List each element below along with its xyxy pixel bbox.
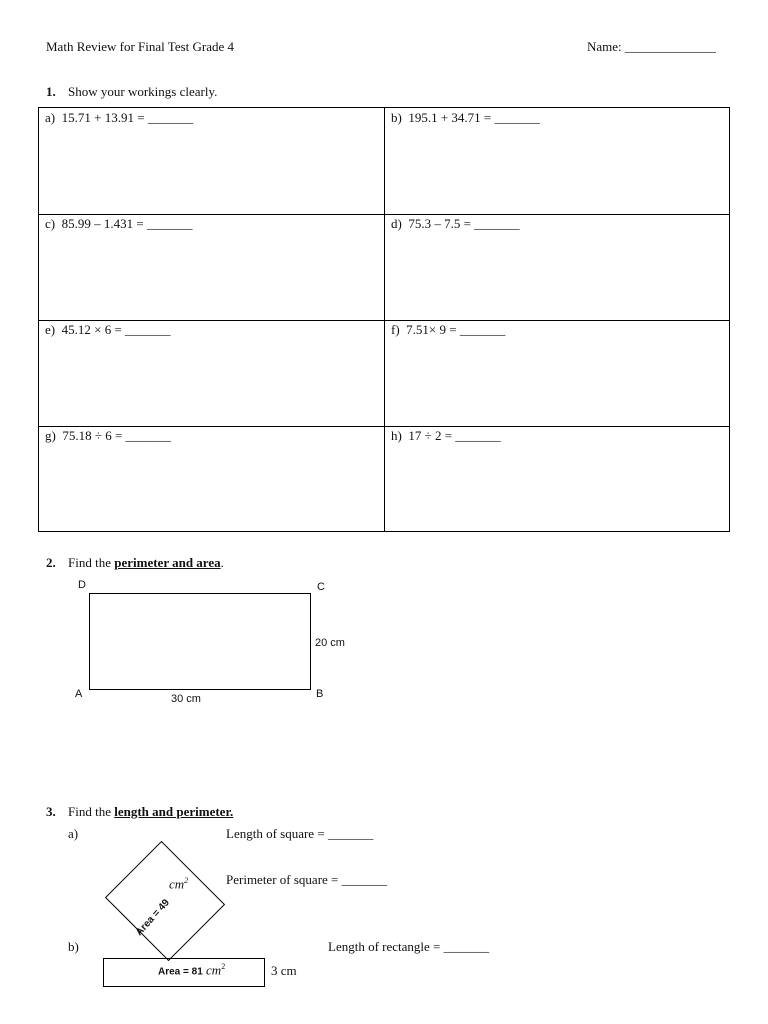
question-3-instruction	[68, 804, 233, 820]
square-area-label: Area = 49	[133, 897, 172, 938]
problem-label: f)	[391, 322, 400, 337]
width-label: 30 cm	[171, 693, 201, 705]
problem-text: 15.71 + 13.91 = _______	[61, 110, 194, 125]
corner-label-d: D	[78, 579, 86, 591]
problem-text: 195.1 + 34.71 = _______	[408, 110, 541, 125]
corner-label-b: B	[316, 688, 324, 700]
height-label: 20 cm	[315, 637, 345, 649]
problem-text: 7.51× 9 = _______	[406, 322, 506, 337]
problem-label: h)	[391, 428, 402, 443]
problem-label: e)	[45, 322, 56, 337]
question-3-number: 3.	[46, 804, 56, 819]
problem-label: a)	[45, 110, 56, 125]
workings-cell-g[interactable]	[39, 426, 384, 532]
instruction-emphasis: length and perimeter.	[114, 804, 234, 819]
problem-a	[45, 110, 193, 126]
problem-label: b)	[391, 110, 402, 125]
unit-exponent: 2	[221, 962, 226, 971]
square-length-question: Length of square = _______	[226, 826, 374, 841]
corner-label-c: C	[317, 581, 325, 593]
rectangle-side-label: 3 cm	[271, 963, 297, 978]
name-field-label: Name: ______________	[587, 39, 716, 54]
workings-cell-c[interactable]	[39, 214, 384, 320]
problem-text: 85.99 – 1.431 = _______	[61, 216, 193, 231]
instruction-prefix: Find the	[68, 804, 115, 819]
problem-b	[391, 110, 540, 126]
problem-label: d)	[391, 216, 402, 231]
problem-f	[391, 322, 505, 338]
instruction-suffix: .	[220, 555, 224, 570]
rectangle-length-question: Length of rectangle = _______	[328, 939, 490, 954]
instruction-prefix: Find the	[68, 555, 115, 570]
problem-label: c)	[45, 216, 56, 231]
workings-cell-b[interactable]	[385, 108, 730, 214]
problem-c	[45, 216, 192, 232]
workings-cell-a[interactable]	[39, 108, 384, 214]
problem-text: 17 ÷ 2 = _______	[408, 428, 501, 443]
square-perimeter-question: Perimeter of square = _______	[226, 872, 388, 887]
workings-grid	[38, 107, 730, 532]
instruction-emphasis: perimeter and area	[114, 555, 221, 570]
unit-text: cm	[169, 876, 185, 892]
question-2-number: 2.	[46, 555, 56, 570]
question-1-number: 1.	[46, 84, 56, 99]
area-text: Area = 81	[158, 966, 203, 978]
page-title: Math Review for Final Test Grade 4	[46, 39, 235, 54]
problem-g	[45, 428, 171, 444]
unit-exponent: 2	[184, 876, 189, 885]
question-2-instruction	[68, 555, 224, 571]
corner-label-a: A	[75, 688, 83, 700]
problem-label: g)	[45, 428, 56, 443]
problem-e	[45, 322, 171, 338]
problem-text: 75.3 – 7.5 = _______	[408, 216, 520, 231]
question-1-instruction: Show your workings clearly.	[68, 84, 218, 99]
problem-h	[391, 428, 501, 444]
problem-d	[391, 216, 520, 232]
unit-text: cm	[206, 962, 222, 978]
workings-cell-f[interactable]	[385, 320, 730, 426]
problem-text: 45.12 × 6 = _______	[61, 322, 171, 337]
workings-cell-d[interactable]	[385, 214, 730, 320]
part-a-label: a)	[68, 826, 79, 841]
workings-cell-h[interactable]	[385, 426, 730, 532]
problem-text: 75.18 ÷ 6 = _______	[62, 428, 172, 443]
square-area-unit	[169, 876, 188, 892]
rectangle-abcd	[89, 593, 311, 690]
rectangle-area-label	[158, 962, 225, 978]
workings-cell-e[interactable]	[39, 320, 384, 426]
part-b-label: b)	[68, 939, 79, 954]
